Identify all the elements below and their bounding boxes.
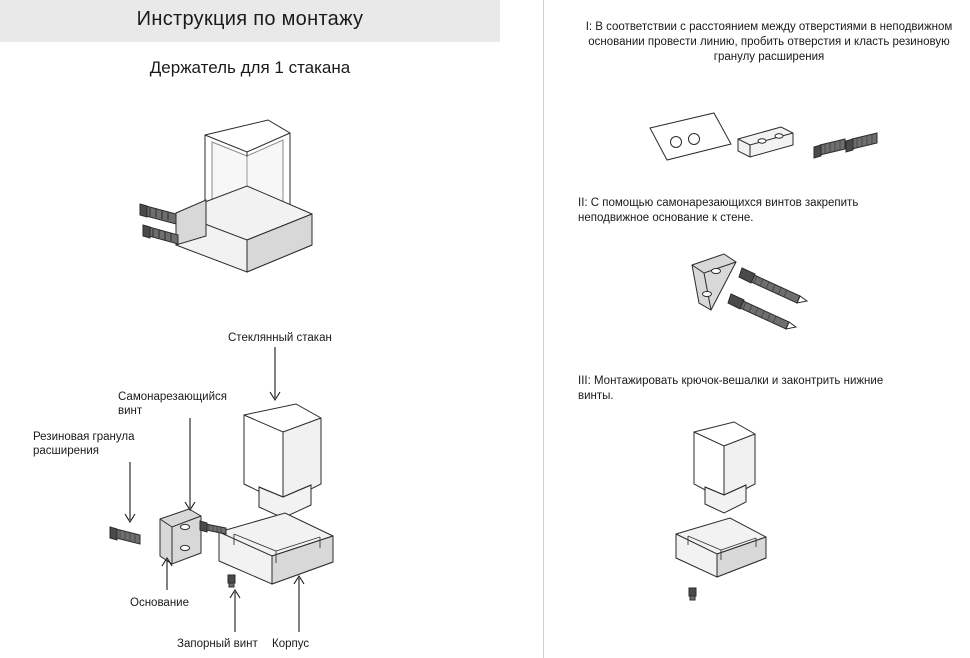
step-2-text: II: С помощью самонарезающихся винтов закрепить неподвижное основание к стене. — [578, 197, 859, 224]
step-2-parts — [692, 254, 807, 329]
step-3-parts — [676, 422, 766, 600]
callout-glass-label: Стеклянный стакан — [228, 332, 332, 344]
callout-base-label: Основание — [130, 597, 189, 609]
callout-body-label: Корпус — [272, 638, 310, 650]
step-1-parts — [650, 113, 877, 160]
callout-screw-label: Самонарезающийся винт — [118, 391, 227, 417]
page-title: Инструкция по монтажу — [136, 8, 364, 30]
callout-granule-label: Резиновая гранула расширения — [33, 431, 135, 457]
assembled-holder-drawing — [140, 120, 312, 272]
column-divider — [543, 0, 544, 658]
step-3-text: III: Монтажировать крючок-вешалки и законтрить нижние винты. — [578, 375, 884, 402]
product-subtitle: Держатель для 1 стакана — [149, 58, 351, 77]
callout-lock-screw-label: Запорный винт — [177, 638, 258, 650]
step-1-text: I: В соответствии с расстоянием между отверстиями в неподвижном основании провести линию, пробить отверстия и класть резиновую гранулу расширения — [585, 21, 953, 63]
